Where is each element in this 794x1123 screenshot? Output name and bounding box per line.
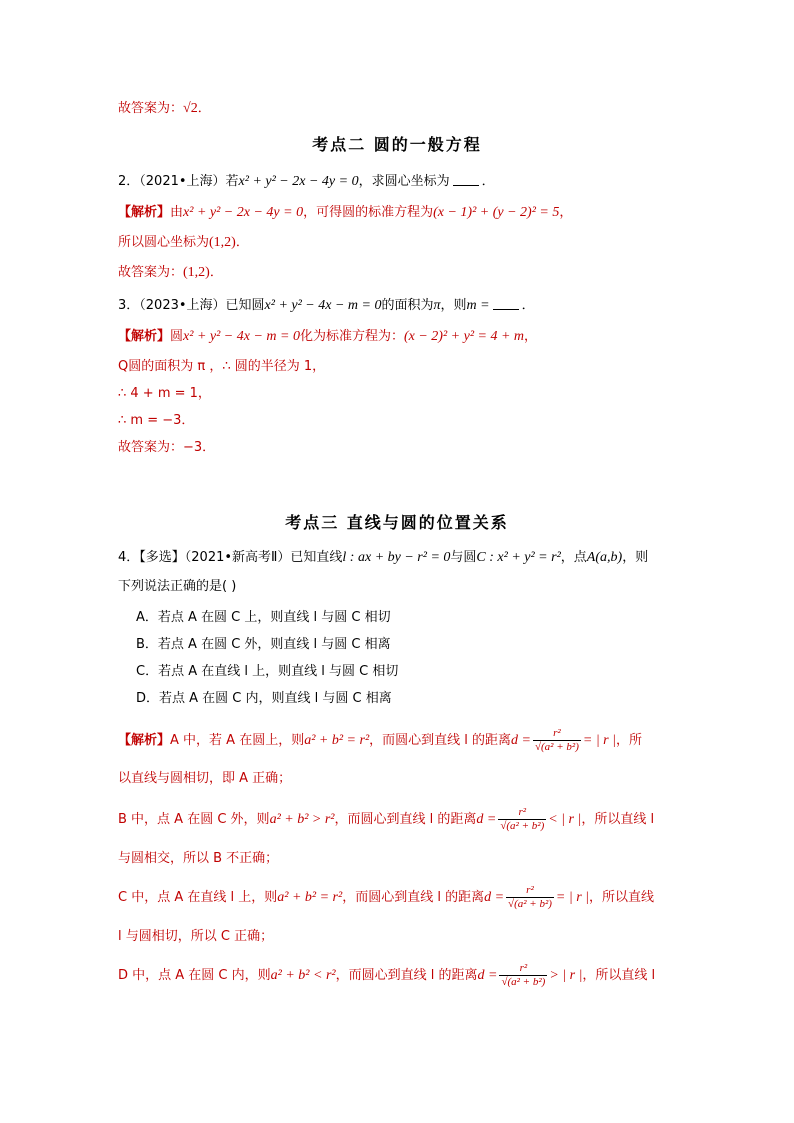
solution-tag: 【解析】 (118, 329, 171, 344)
q4-solution-b1 (118, 806, 654, 834)
q4-sol-d1-eq: a² + b² < r² (270, 968, 336, 983)
option-a: A．若点 A 在圆 C 上，则直线 l 与圆 C 相切 (136, 610, 391, 625)
distance-symbol: d = (484, 890, 505, 905)
q4-text-d: ，则 (622, 550, 649, 565)
q4-sol-b1-b: ，而圆心到直线 l 的距离 (334, 812, 477, 827)
answer-value: √2 (183, 101, 198, 116)
option-c: C．若点 A 在直线 l 上，则直线 l 与圆 C 相切 (136, 664, 399, 679)
q3-solution-line3: ∴ 4 + m = 1， (118, 386, 211, 401)
q4-eq-circle: C : x² + y² = r² (476, 550, 561, 565)
fraction-denominator: √(a² + b²) (500, 820, 545, 832)
q3-sol-eq2: (x − 2)² + y² = 4 + m (403, 329, 525, 344)
q4-text-a: 4．【多选】（2021•新高考Ⅱ）已知直线 (118, 550, 343, 565)
fraction-denominator: √(a² + b²) (501, 976, 546, 988)
q2-answer (118, 264, 223, 282)
q3-sol-text1: 圆 (170, 329, 184, 344)
q4-sol-b1-c: ，所以直线 l (581, 812, 655, 827)
q3-solution-line2: Q圆的面积为 π ，∴ 圆的半径为 1， (118, 359, 326, 374)
q2-sol-text1: 由 (170, 205, 184, 220)
q4-sol-a1-c: ，所 (615, 733, 642, 748)
fraction-numerator: r² (526, 884, 534, 896)
q3-answer: 故答案为：−3． (118, 440, 216, 455)
q4-sol-a1: A 中，若 A 在圆上，则 (170, 733, 305, 748)
q4-sol-b1-rel: < | r | (548, 812, 582, 827)
q4-sol-c1: C 中，点 A 在直线 l 上，则 (118, 890, 278, 905)
q4-text-b: 与圆 (450, 550, 477, 565)
answer-label: 故答案为： (118, 101, 184, 116)
q2-sol-line2-text: 所以圆心坐标为 (118, 235, 210, 250)
fraction-denominator: √(a² + b²) (508, 898, 552, 910)
q4-text-c: ，点 (560, 550, 587, 565)
q4-solution-a2: 以直线与圆相切，即 A 正确； (118, 771, 292, 786)
q4-sol-d1-rel: > | r | (549, 968, 583, 983)
section-heading-3: 考点三 直线与圆的位置关系 (285, 513, 509, 532)
q4-sol-c1-rel: = | r | (555, 890, 590, 905)
q3-m: m = (466, 298, 490, 313)
solution-tag: 【解析】 (118, 733, 171, 748)
q2-equation: x² + y² − 2x − 4y = 0 (238, 174, 359, 189)
q4-sol-d1: D 中，点 A 在圆 C 内，则 (118, 968, 271, 983)
q4-solution-a1 (118, 727, 642, 755)
q3-pi: π (433, 298, 441, 313)
q4-solution-d1 (118, 962, 655, 990)
q4-sol-d1-b: ，而圆心到直线 l 的距离 (335, 968, 478, 983)
question-2 (118, 173, 495, 191)
q2-answer-label: 故答案为： (118, 265, 184, 280)
q3-blank (493, 297, 519, 310)
q3-solution-line4: ∴ m = −3． (118, 413, 195, 428)
q4-eq-point: A(a,b) (586, 550, 623, 565)
answer-end: ． (197, 101, 211, 116)
q2-mid: ，求圆心坐标为 (358, 174, 450, 189)
distance-fraction (533, 727, 581, 754)
q3-mid2: ，则 (440, 298, 467, 313)
q4-sol-a1-b: ，而圆心到直线 l 的距离 (369, 733, 512, 748)
q3-equation: x² + y² − 4x − m = 0 (264, 298, 382, 313)
q3-sol-eq1: x² + y² − 4x − m = 0 (183, 329, 300, 344)
q2-answer-value: (1,2) (183, 265, 210, 280)
option-b: B．若点 A 在圆 C 外，则直线 l 与圆 C 相离 (136, 637, 391, 652)
q4-solution-b2: 与圆相交，所以 B 不正确； (118, 851, 279, 866)
fraction-denominator: √(a² + b²) (534, 741, 579, 753)
q4-solution-c2: l 与圆相切，所以 C 正确； (118, 929, 274, 944)
q2-sol-text3: ， (559, 205, 573, 220)
q2-blank (453, 173, 479, 186)
distance-fraction (498, 806, 546, 833)
distance-symbol: d = (511, 733, 531, 748)
answer-line (118, 100, 211, 118)
q4-sol-c1-eq: a² + b² = r² (277, 890, 343, 905)
solution-tag: 【解析】 (118, 205, 171, 220)
fraction-numerator: r² (518, 806, 527, 818)
section-heading-2: 考点二 圆的一般方程 (312, 135, 482, 154)
q2-sol-eq1: x² + y² − 2x − 4y = 0 (183, 205, 304, 220)
q3-mid: 的面积为 (381, 298, 434, 313)
q3-prefix: 3．（2023•上海）已知圆 (118, 298, 265, 313)
q2-sol-eq2: (x − 1)² + (y − 2)² = 5 (433, 205, 560, 220)
distance-symbol: d = (476, 812, 497, 827)
q2-sol-text2: ，可得圆的标准方程为 (303, 205, 434, 220)
q4-sol-d1-c: ，所以直线 l (582, 968, 656, 983)
q3-sol-text3: ， (524, 329, 538, 344)
q4-sol-a1-eq: a² + b² = r² (304, 733, 370, 748)
q4-sol-b1: B 中，点 A 在圆 C 外，则 (118, 812, 270, 827)
q2-sol-line2-end: ． (235, 235, 249, 250)
q4-sol-b1-eq: a² + b² > r² (269, 812, 335, 827)
distance-fraction (506, 884, 554, 911)
q4-sol-c1-c: ，所以直线 (589, 890, 655, 905)
q3-end: ． (521, 298, 535, 313)
q3-sol-text2: 化为标准方程为： (299, 329, 404, 344)
distance-symbol: d = (477, 968, 498, 983)
q4-eq-line: l : ax + by − r² = 0 (342, 550, 451, 565)
q2-end: ． (481, 174, 495, 189)
q2-solution-line2 (118, 234, 249, 252)
q4-sol-a1-rel: = | r | (582, 733, 616, 748)
q4-solution-c1 (118, 884, 654, 912)
distance-fraction (499, 962, 547, 989)
q2-sol-line2-eq: (1,2) (209, 235, 236, 250)
question-4-line2: 下列说法正确的是( ) (118, 579, 237, 594)
fraction-numerator: r² (519, 962, 528, 974)
question-4-line1 (118, 549, 648, 567)
q4-sol-c1-b: ，而圆心到直线 l 的距离 (342, 890, 485, 905)
q2-prefix: 2．（2021•上海）若 (118, 174, 239, 189)
q3-solution-line1 (118, 328, 537, 346)
question-3 (118, 297, 535, 315)
q2-answer-end: ． (209, 265, 223, 280)
fraction-numerator: r² (553, 727, 561, 739)
option-d: D．若点 A 在圆 C 内，则直线 l 与圆 C 相离 (136, 691, 392, 706)
q2-solution-line1 (118, 204, 572, 222)
